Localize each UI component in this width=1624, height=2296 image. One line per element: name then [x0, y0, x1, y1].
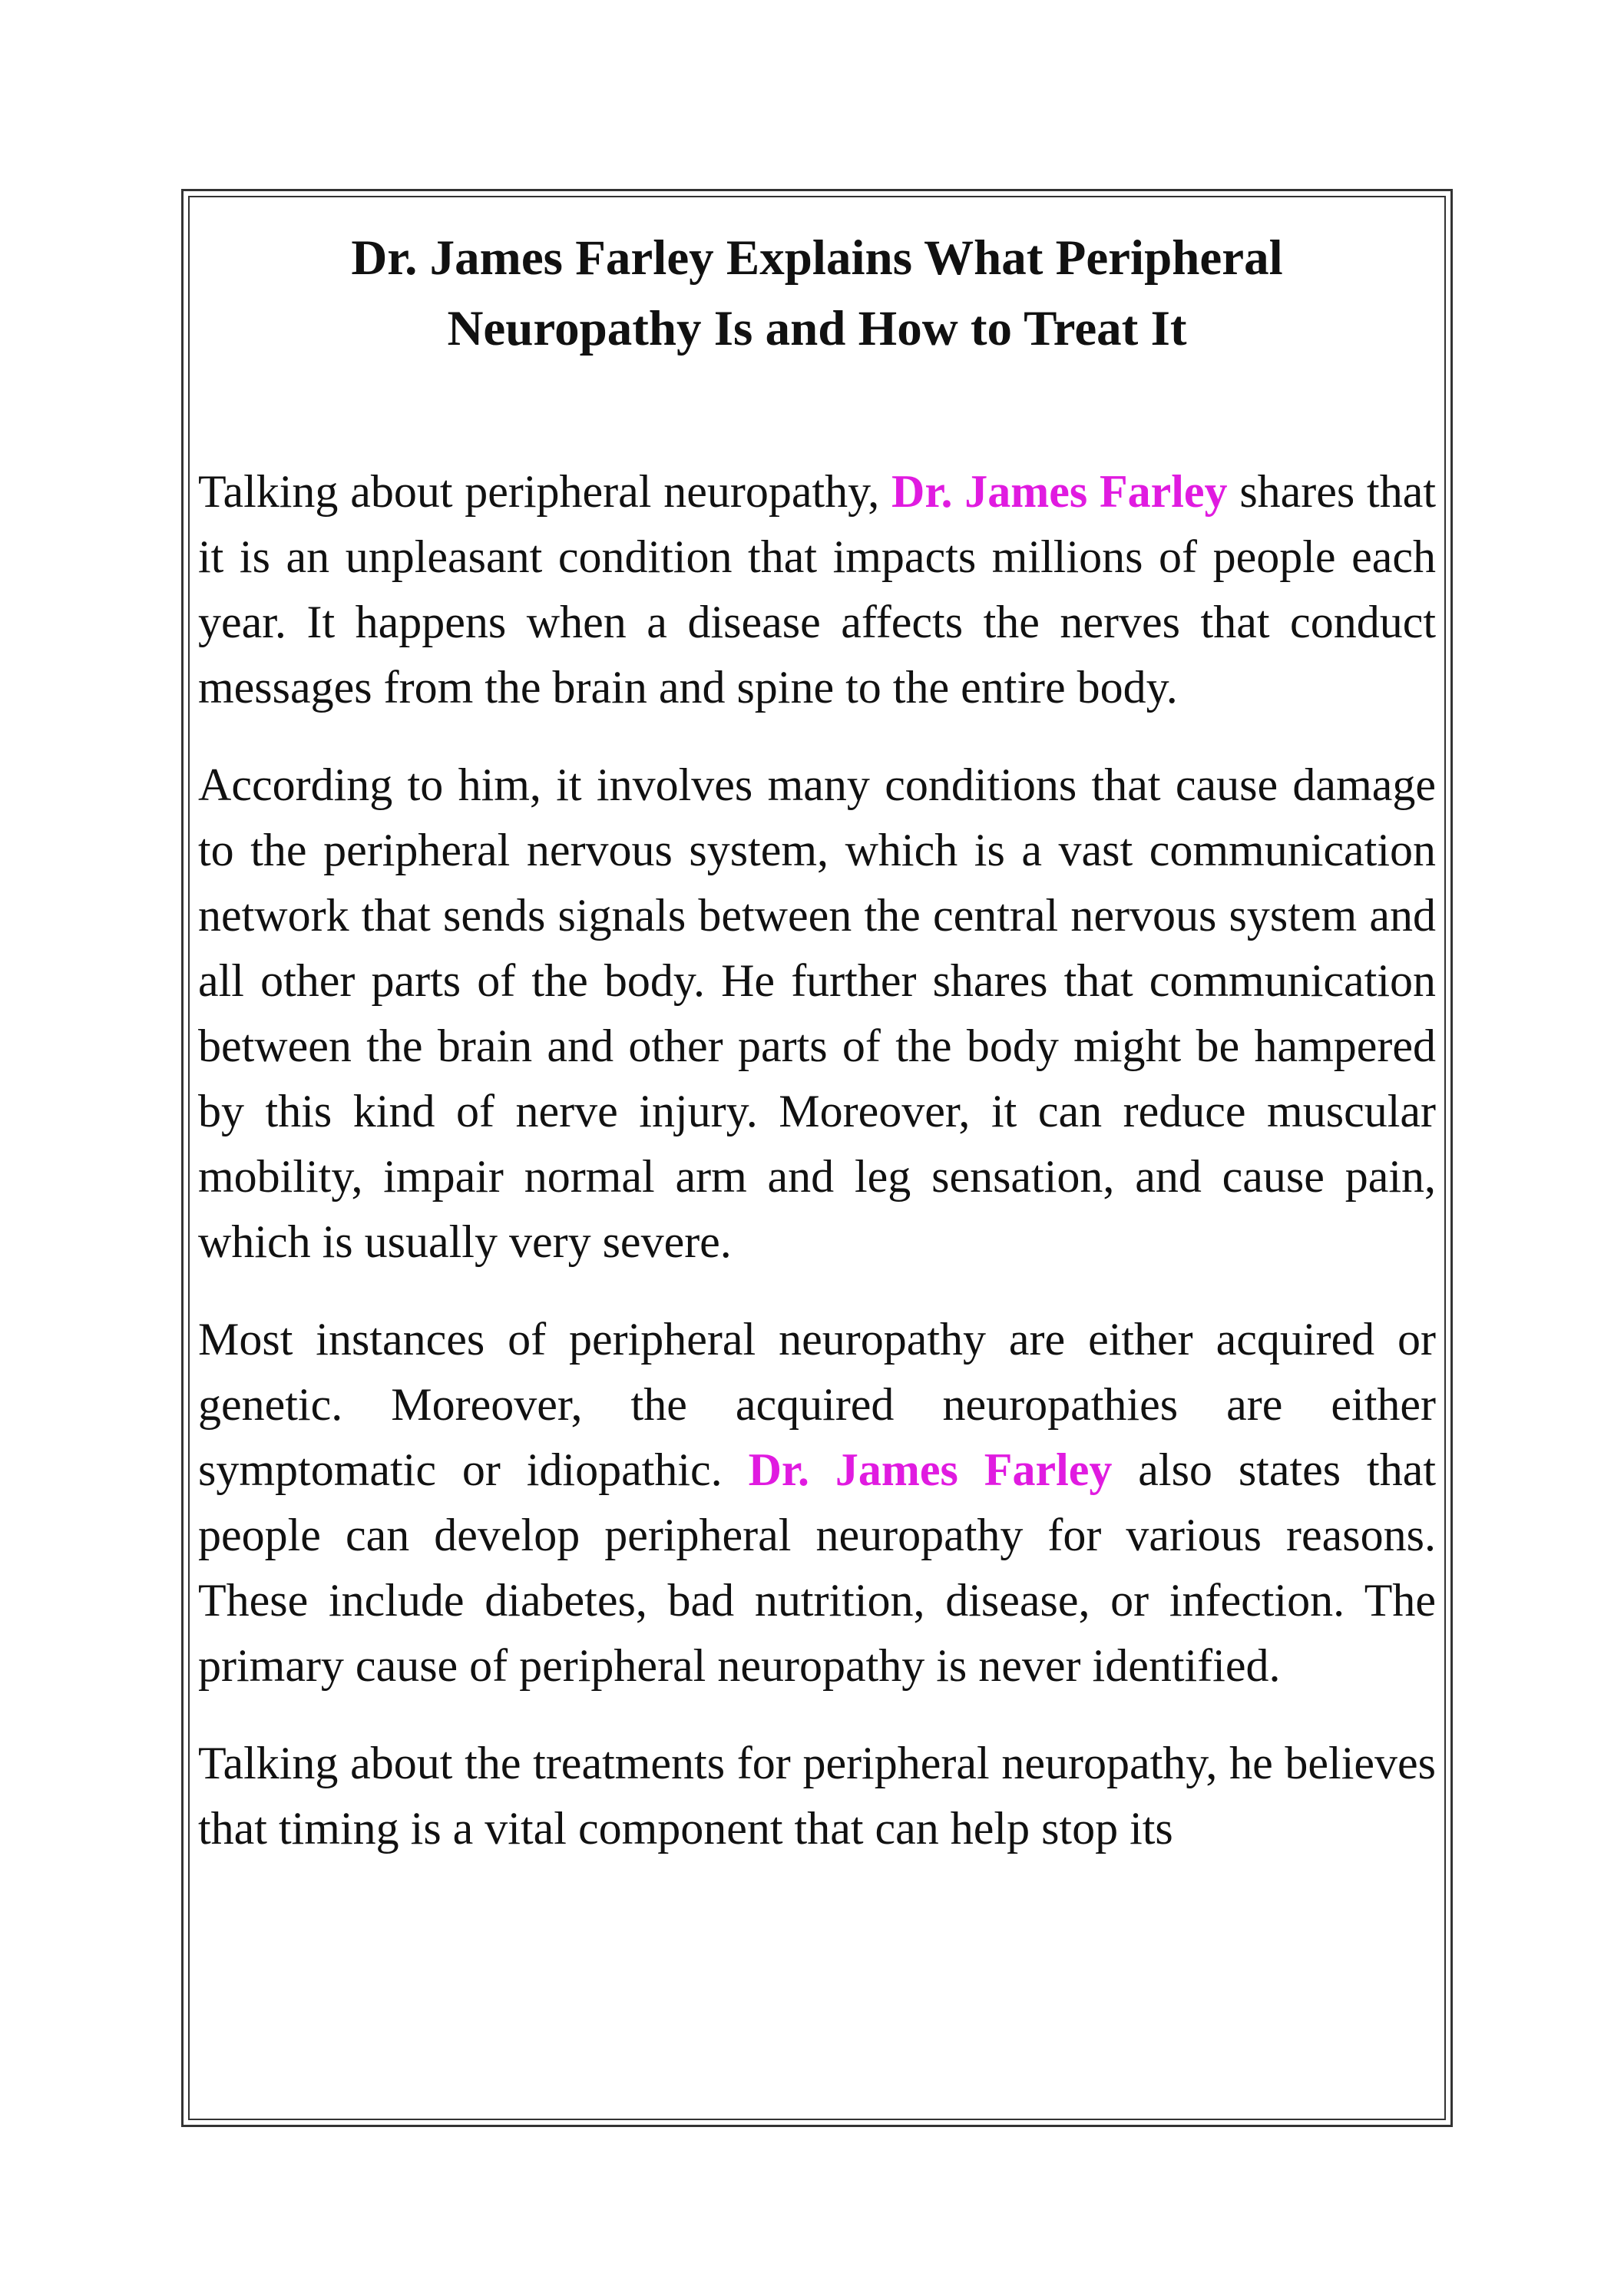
author-name-highlight: Dr. James Farley	[748, 1444, 1113, 1495]
paragraph-4: Talking about the treatments for peripheral neuropathy, he believes that timing is a vital component that can help stop its	[198, 1738, 1436, 1854]
paragraph-2: According to him, it involves many conditions that cause damage to the peripheral nervous system, which is a vast communication network that sends signals between the central nervous system and all other parts of the body. He further shares that communication between the brain and other parts of the body might be hampered by this kind of nerve injury. Moreover, it can reduce muscular mobility, impair normal arm and leg sensation, and cause pain, which is usually very severe.	[198, 759, 1436, 1267]
title-line-1: Dr. James Farley Explains What Peripheral	[351, 230, 1283, 286]
title-line-2: Neuropathy Is and How to Treat It	[447, 301, 1187, 356]
paragraph-3-text-start: Most instances of peripheral neuropathy are either acquired or genetic. Moreover, the acquired neuropathies are either symptomatic or idiopathic.	[198, 1314, 1436, 1495]
document-body	[198, 223, 1436, 1861]
paragraph-3	[198, 1307, 1436, 1699]
paragraph-1	[198, 459, 1436, 720]
paragraph-3-text-end: also states that people can develop peripheral neuropathy for various reasons. These include diabetes, bad nutrition, disease, or infection. The primary cause of peripheral neuropathy is never identified.	[198, 1444, 1436, 1691]
paragraph-1-text-start: Talking about peripheral neuropathy,	[198, 466, 892, 517]
author-name-highlight: Dr. James Farley	[891, 466, 1228, 517]
paragraph-1-text-end: shares that it is an unpleasant condition that impacts millions of people each year. It happens when a disease affects the nerves that conduct messages from the brain and spine to the entire body.	[198, 466, 1436, 713]
document-title	[198, 223, 1436, 364]
